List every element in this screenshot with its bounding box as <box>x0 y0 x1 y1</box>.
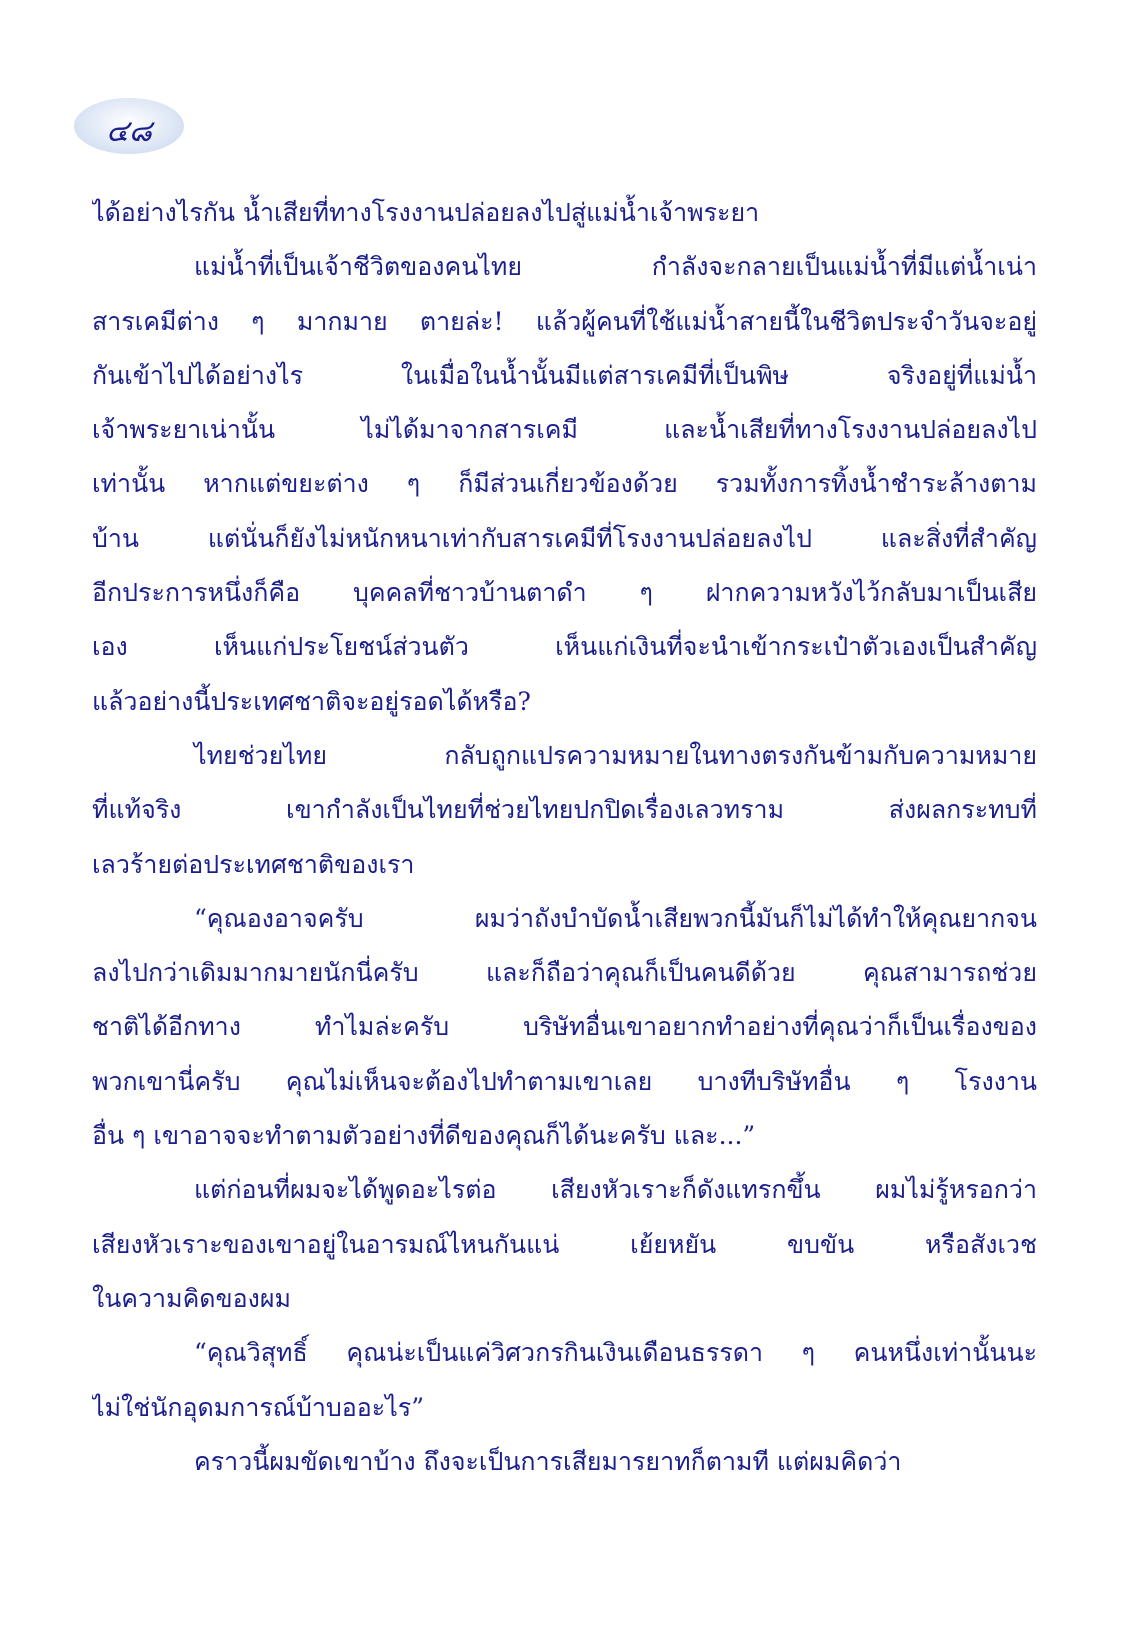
text-line: เจ้าพระยาเน่านั้น ไม่ได้มาจากสารเคมี และน้ำเสียที่ทางโรงงานปล่อยลงไป <box>92 415 1037 445</box>
paragraph <box>92 1326 1037 1435</box>
text-line: บ้าน แต่นั่นก็ยังไม่หนักหนาเท่ากับสารเคมีที่โรงงานปล่อยลงไป และสิ่งที่สำคัญ <box>92 523 1037 553</box>
text-line: ได้อย่างไรกัน น้ำเสียที่ทางโรงงานปล่อยลงไปสู่แม่น้ำเจ้าพระยา <box>92 198 760 227</box>
text-line: สารเคมีต่าง ๆ มากมาย ตายล่ะ! แล้วผู้คนที่ใช้แม่น้ำสายนี้ในชีวิตประจำวันจะอยู่ <box>92 306 1037 336</box>
text-line: ไม่ใช่นักอุดมการณ์บ้าบออะไร” <box>92 1392 424 1422</box>
page-number-badge <box>74 98 184 154</box>
text-line: เท่านั้น หากแต่ขยะต่าง ๆ ก็มีส่วนเกี่ยวข้องด้วย รวมทั้งการทิ้งน้ำชำระล้างตาม <box>92 469 1037 499</box>
text-line: ลงไปกว่าเดิมมากมายนักนี่ครับ และก็ถือว่าคุณก็เป็นคนดีด้วย คุณสามารถช่วย <box>92 958 1037 988</box>
text-line: ชาติได้อีกทาง ทำไมล่ะครับ บริษัทอื่นเขาอยากทำอย่างที่คุณว่าก็เป็นเรื่องของ <box>92 1012 1037 1042</box>
paragraph <box>92 240 1037 729</box>
paragraph <box>92 1163 1037 1326</box>
text-line: อื่น ๆ เขาอาจจะทำตามตัวอย่างที่ดีของคุณก็ได้นะครับ และ...” <box>92 1121 756 1151</box>
text-line: “คุณวิสุทธิ์ คุณน่ะเป็นแค่วิศวกรกินเงินเดือนธรรดา ๆ คนหนึ่งเท่านั้นนะ <box>194 1338 1037 1368</box>
text-line: พวกเขานี่ครับ คุณไม่เห็นจะต้องไปทำตามเขาเลย บางทีบริษัทอื่น ๆ โรงงาน <box>92 1066 1037 1096</box>
text-line: เลวร้ายต่อประเทศชาติของเรา <box>92 849 415 879</box>
text-line: ไทยช่วยไทย กลับถูกแปรความหมายในทางตรงกันข้ามกับความหมาย <box>194 740 1037 770</box>
paragraph <box>92 186 1037 240</box>
text-line: กันเข้าไปได้อย่างไร ในเมื่อในน้ำนั้นมีแต่สารเคมีที่เป็นพิษ จริงอยู่ที่แม่น้ำ <box>92 360 1037 390</box>
text-line: “คุณองอาจครับ ผมว่าถังบำบัดน้ำเสียพวกนี้มันก็ไม่ได้ทำให้คุณยากจน <box>194 903 1037 933</box>
text-line: แต่ก่อนที่ผมจะได้พูดอะไรต่อ เสียงหัวเราะก็ดังแทรกขึ้น ผมไม่รู้หรอกว่า <box>194 1175 1037 1205</box>
text-line: ที่แท้จริง เขากำลังเป็นไทยที่ช่วยไทยปกปิดเรื่องเลวทราม ส่งผลกระทบที่ <box>92 795 1037 825</box>
body-text <box>92 186 1037 1489</box>
text-line: อีกประการหนึ่งก็คือ บุคคลที่ชาวบ้านตาดำ ๆ ฝากความหวังไว้กลับมาเป็นเสีย <box>92 578 1037 608</box>
paragraph <box>92 729 1037 892</box>
text-line: เสียงหัวเราะของเขาอยู่ในอารมณ์ไหนกันแน่ เย้ยหยัน ขบขัน หรือสังเวช <box>92 1229 1037 1259</box>
page-number: ๔๘ <box>106 114 152 149</box>
paragraph <box>92 892 1037 1163</box>
paragraph <box>92 1435 1037 1489</box>
text-line: ในความคิดของผม <box>92 1283 291 1313</box>
text-line: แล้วอย่างนี้ประเทศชาติจะอยู่รอดได้หรือ? <box>92 686 531 716</box>
text-line: แม่น้ำที่เป็นเจ้าชีวิตของคนไทย กำลังจะกลายเป็นแม่น้ำที่มีแต่น้ำเน่า <box>194 252 1037 282</box>
text-line: คราวนี้ผมขัดเขาบ้าง ถึงจะเป็นการเสียมารยาทก็ตามที แต่ผมคิดว่า <box>194 1446 902 1476</box>
text-line: เอง เห็นแก่ประโยชน์ส่วนตัว เห็นแก่เงินที่จะนำเข้ากระเป๋าตัวเองเป็นสำคัญ <box>92 632 1037 662</box>
